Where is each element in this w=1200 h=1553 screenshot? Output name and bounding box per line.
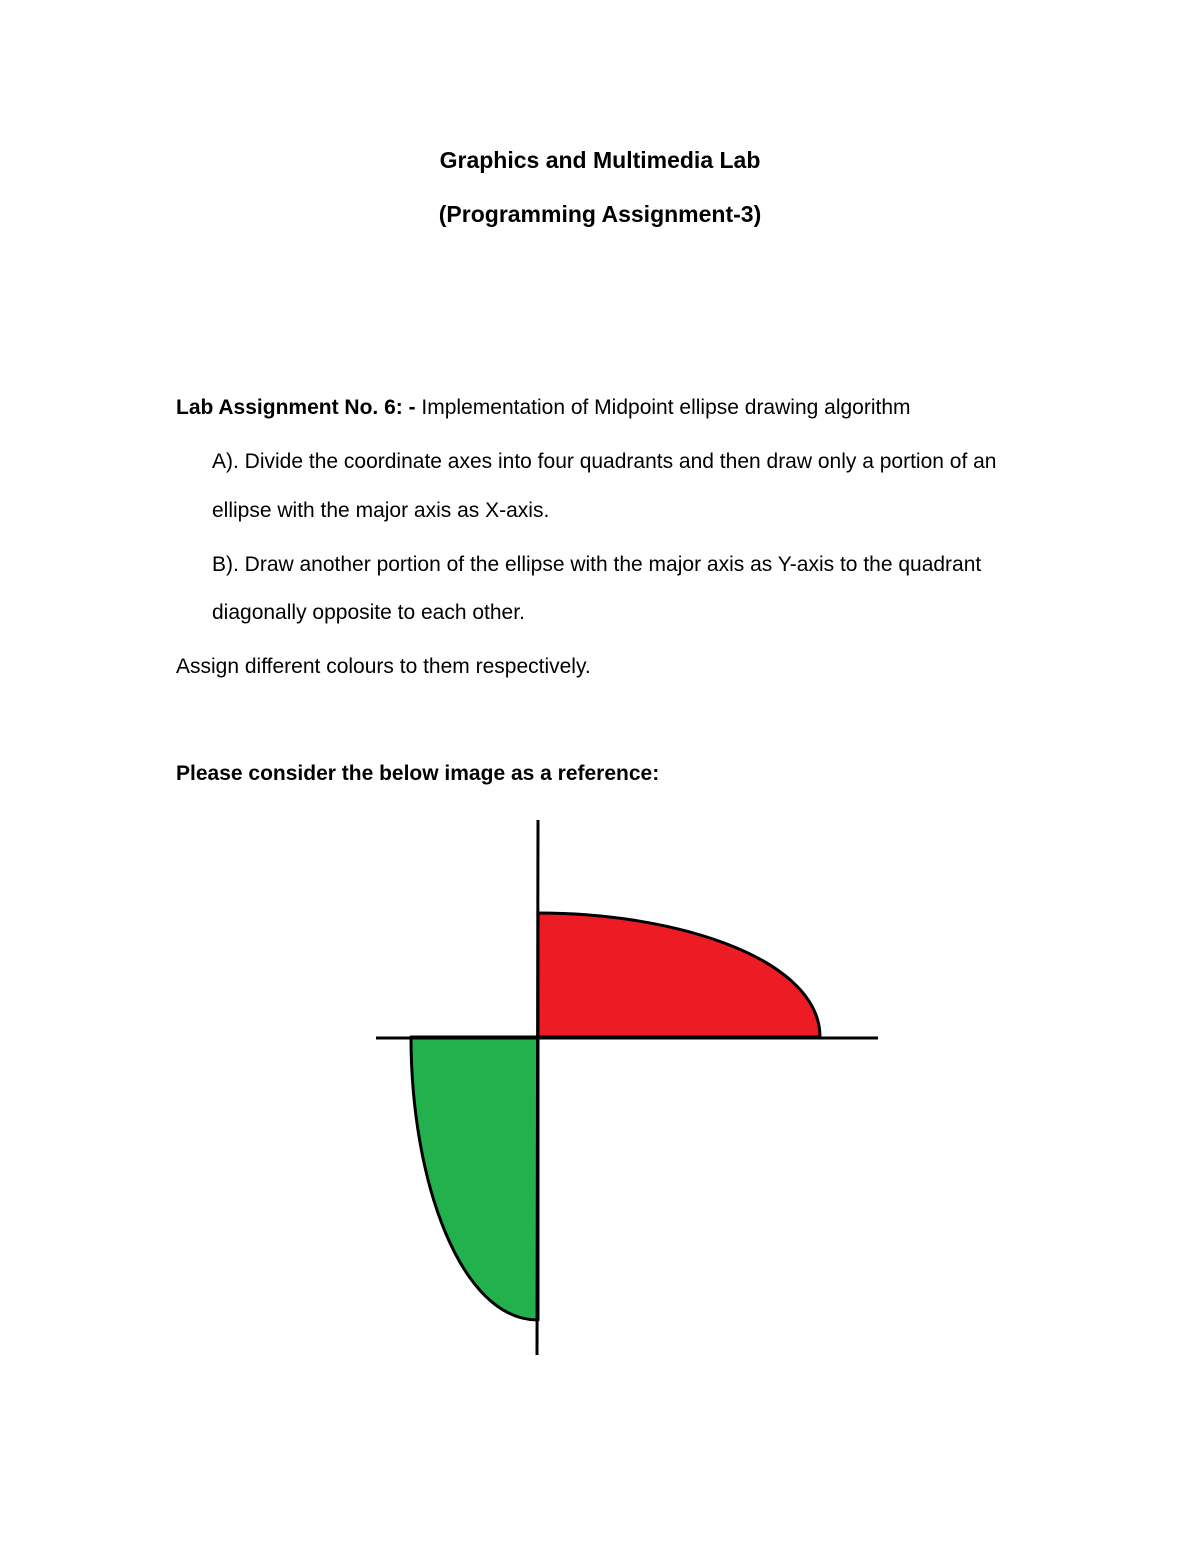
colour-instruction: Assign different colours to them respectively.: [176, 655, 591, 678]
document-title: Graphics and Multimedia Lab: [439, 147, 761, 173]
red-ellipse-quarter: [538, 913, 820, 1037]
part-a-line-2: ellipse with the major axis as X-axis.: [212, 499, 550, 522]
part-b-line-2: diagonally opposite to each other.: [212, 601, 525, 624]
assignment-label: Lab Assignment No. 6:: [176, 396, 403, 419]
reference-note: Please consider the below image as a reference:: [176, 762, 660, 785]
document-subtitle: (Programming Assignment-3): [438, 201, 762, 227]
part-b-line-1: B). Draw another portion of the ellipse with the major axis as Y-axis to the quadrant: [212, 553, 982, 576]
y-axis-line: [537, 820, 538, 1355]
assignment-title: Implementation of Midpoint ellipse drawing algorithm: [421, 396, 911, 419]
green-ellipse-quarter: [411, 1037, 538, 1320]
assignment-separator: -: [402, 396, 422, 419]
part-a-line-1: A). Divide the coordinate axes into four quadrants and then draw only a portion of an: [212, 450, 997, 473]
